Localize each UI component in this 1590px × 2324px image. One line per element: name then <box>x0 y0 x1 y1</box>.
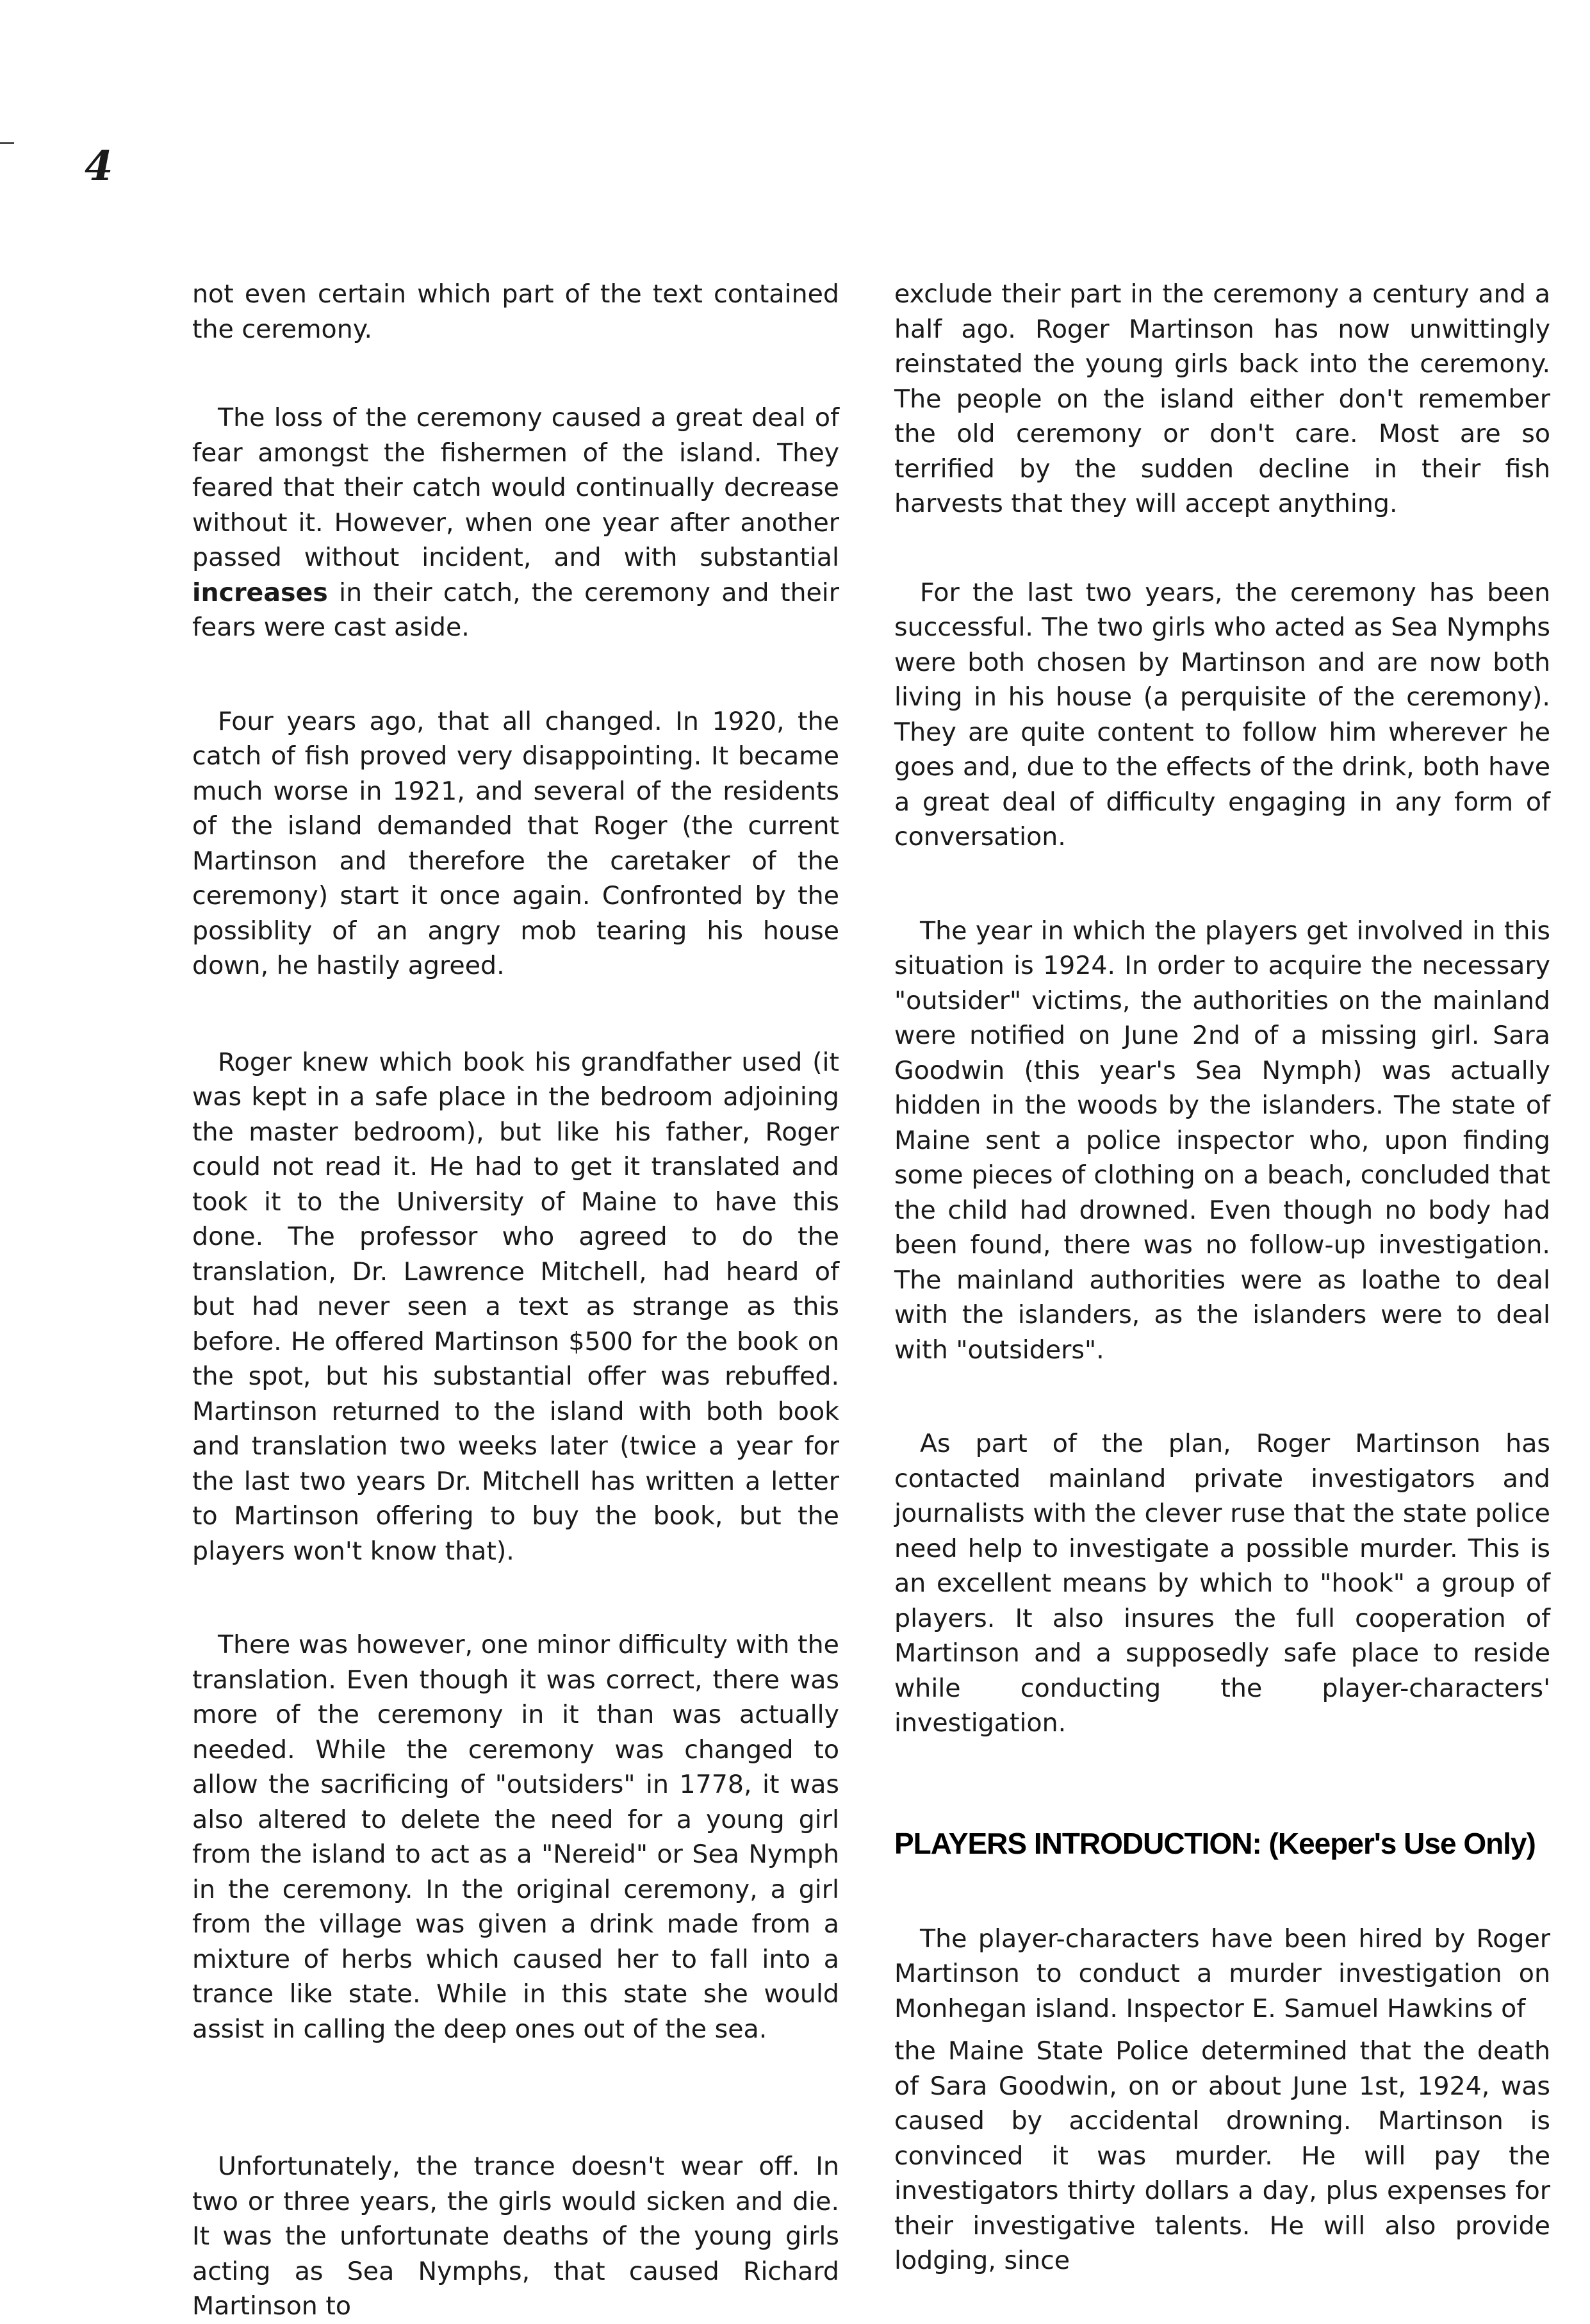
left-paragraph-2 <box>192 400 839 645</box>
left-paragraph-5: There was however, one minor difficulty with the translation. Even though it was correct, there was more of the ceremony in it than was actually needed. While the ceremony was changed to allow the sacrificing of "outsiders" in 1778, it was also altered to delete the need for a young girl from the island to act as a "Nereid" or Sea Nymph in the ceremony. In the original ceremony, a girl from the village was given a drink made from a mixture of herbs which caused her to fall into a trance like state. While in this state she would assist in calling the deep ones out of the sea. <box>192 1630 839 2044</box>
page-edge-mark <box>0 142 14 144</box>
emphasis-increases: increases <box>192 577 328 607</box>
left-paragraph-1: not even certain which part of the text contained the ceremony. <box>192 279 839 344</box>
page-number: 4 <box>85 142 113 190</box>
left-paragraph-6: Unfortunately, the trance doesn't wear off. In two or three years, the girls would sicken and die. It was the unfortunate deaths of the young girls acting as Sea Nymphs, that caused Richard Martinson to <box>192 2152 839 2321</box>
left-paragraph-2-end: in their catch, the ceremony and their fears were cast aside. <box>192 577 839 642</box>
right-paragraph-4: As part of the plan, Roger Martinson has contacted mainland private investigators and journalists with the clever ruse that the state police need help to investigate a possible murder. This is an excellent means by which to "hook" a group of players. It also insures the full cooperation of Martinson and a supposedly safe place to reside while conducting the player-characters' investigation. <box>894 1429 1550 1738</box>
left-paragraph-4: Roger knew which book his grandfather used (it was kept in a safe place in the bedroom adjoining the master bedroom), but like his father, Roger could not read it. He had to get it translated and took it to the University of Maine to have this done. The professor who agreed to do the translation, Dr. Lawrence Mitchell, had heard of but had never seen a text as strange as this before. He offered Martinson $500 for the book on the spot, but his substantial offer was rebuffed. Martinson returned to the island with both book and translation two weeks later (twice a year for the last two years Dr. Mitchell has written a letter to Martinson offering to buy the book, but the players won't know that). <box>192 1047 839 1566</box>
left-column <box>192 277 839 2324</box>
section-heading-players-introduction: PLAYERS INTRODUCTION: (Keeper's Use Only) <box>894 1826 1536 1860</box>
right-column <box>894 277 1550 2279</box>
right-paragraph-1: exclude their part in the ceremony a century and a half ago. Roger Martinson has now unwittingly reinstated the young girls back into the ceremony. The people on the island either don't remember the old ceremony or don't care. Most are so terrified by the sudden decline in their fish harvests that they will accept anything. <box>894 279 1550 518</box>
right-paragraph-5: The player-characters have been hired by Roger Martinson to conduct a murder investigation on Monhegan island. Inspector E. Samuel Hawkins of <box>894 1924 1550 2023</box>
right-paragraph-2: For the last two years, the ceremony has been successful. The two girls who acted as Sea Nymphs were both chosen by Martinson and are now both living in his house (a perquisite of the ceremony). They are quite content to follow him wherever he goes and, due to the effects of the drink, both have a great deal of difficulty engaging in any form of conversation. <box>894 577 1550 852</box>
right-paragraph-3: The year in which the players get involved in this situation is 1924. In order to acquire the necessary "outsider" victims, the authorities on the mainland were notified on June 2nd of a missing girl. Sara Goodwin (this year's Sea Nymph) was actually hidden in the woods by the islanders. The state of Maine sent a police inspector who, upon finding some pieces of clothing on a beach, concluded that the child had drowned. Even though no body had been found, there was no follow-up investigation. The mainland authorities were as loathe to deal with the islanders, as the islanders were to deal with "outsiders". <box>894 916 1550 1365</box>
left-paragraph-2-start: The loss of the ceremony caused a great deal of fear amongst the fishermen of the island. They feared that their catch would continually decrease without it. However, when one year after another passed without incident, and with substantial <box>192 403 839 572</box>
right-paragraph-6: the Maine State Police determined that the death of Sara Goodwin, on or about June 1st, 1924, was caused by accidental drowning. Martinson is convinced it was murder. He will pay the investigators thirty dollars a day, plus expenses for their investigative talents. He will also provide lodging, since <box>894 2036 1550 2275</box>
left-paragraph-3: Four years ago, that all changed. In 1920, the catch of fish proved very disappointing. It became much worse in 1921, and several of the residents of the island demanded that Roger (the current Martinson and therefore the caretaker of the ceremony) start it once again. Confronted by the possiblity of an angry mob tearing his house down, he hastily agreed. <box>192 706 839 980</box>
